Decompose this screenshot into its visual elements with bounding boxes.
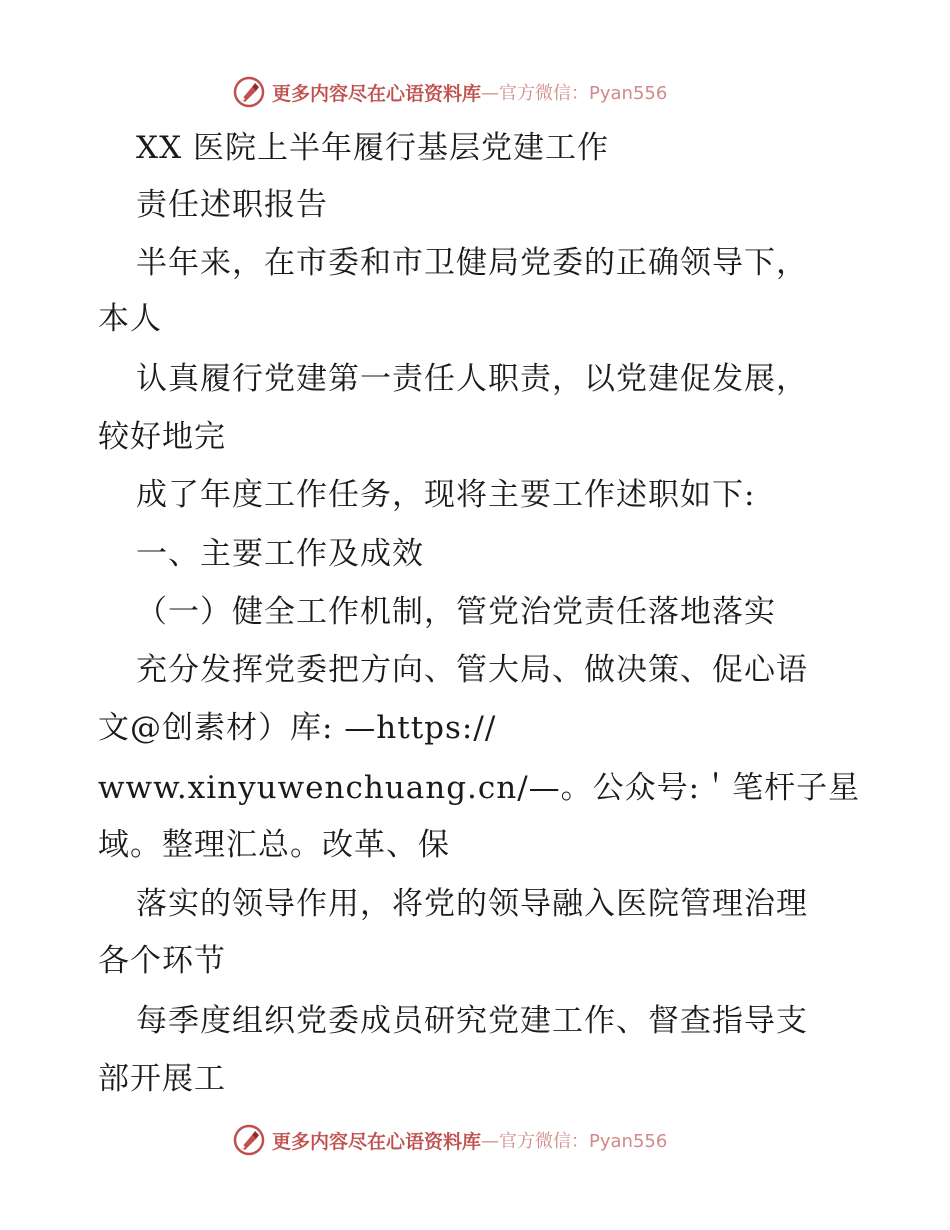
paragraph-line: 部开展工 <box>98 1061 226 1097</box>
banner-main-text: 更多内容尽在心语资料库 <box>272 82 482 105</box>
paragraph-line: 文@创素材）库: —https:// <box>98 710 497 746</box>
paragraph-line: 充分发挥党委把方向、管大局、做决策、促心语 <box>136 652 808 688</box>
banner-main-text: 更多内容尽在心语资料库 <box>272 1130 482 1153</box>
paragraph-line: 成了年度工作任务，现将主要工作述职如下: <box>136 477 756 513</box>
paragraph-line: 域。整理汇总。改革、保 <box>98 827 450 863</box>
header-banner <box>232 72 667 112</box>
paragraph-line: 较好地完 <box>98 419 226 455</box>
paragraph-line: 认真履行党建第一责任人职责，以党建促发展， <box>136 361 808 397</box>
paragraph-line: www.xinyuwenchuang.cn/—。公众号:＇笔杆子星 <box>98 770 861 806</box>
section-heading: 一、主要工作及成效 <box>136 536 424 572</box>
paragraph-line: 各个环节 <box>98 943 226 979</box>
subsection-heading: （一）健全工作机制，管党治党责任落地落实 <box>136 594 776 630</box>
doc-title-line-1: XX 医院上半年履行基层党建工作 <box>136 130 609 166</box>
banner-sub-text: —官方微信：Pyan556 <box>481 83 668 104</box>
paragraph-line: 落实的领导作用，将党的领导融入医院管理治理 <box>136 886 808 922</box>
footer-banner <box>232 1120 667 1160</box>
pen-nib-icon <box>232 75 266 109</box>
doc-title-line-2: 责任述职报告 <box>136 187 328 223</box>
banner-sub-text: —官方微信：Pyan556 <box>481 1131 668 1152</box>
paragraph-line: 半年来，在市委和市卫健局党委的正确领导下， <box>136 245 808 281</box>
paragraph-line: 本人 <box>98 301 162 337</box>
paragraph-line: 每季度组织党委成员研究党建工作、督查指导支 <box>136 1003 808 1039</box>
pen-nib-icon <box>232 1123 266 1157</box>
